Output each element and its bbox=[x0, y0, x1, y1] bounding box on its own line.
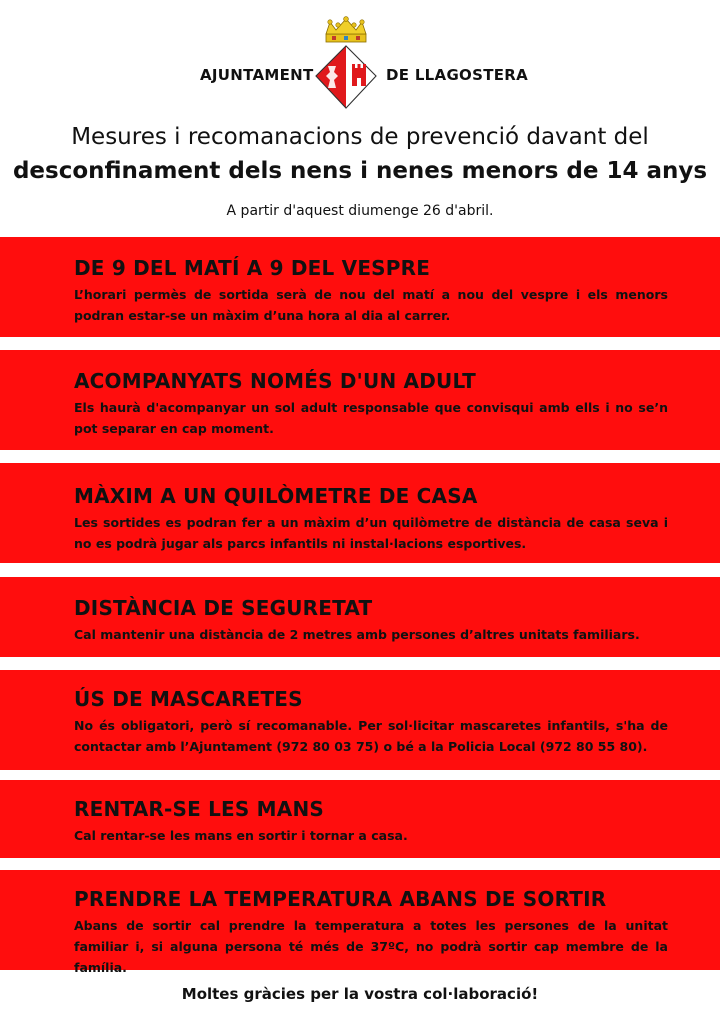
measure-band-safety-distance bbox=[0, 577, 720, 657]
measure-text: Els haurà d'acompanyar un sol adult responsable que convisqui amb ells i no se’n pot separar en cap moment. bbox=[74, 400, 668, 436]
measure-text: Abans de sortir cal prendre la temperatura a totes les persones de la unitat familiar i, si alguna persona té més de 37ºC, no podrà sortir cap membre de la família. bbox=[74, 918, 668, 975]
municipal-coat-of-arms-icon bbox=[314, 16, 378, 112]
measure-heading: MÀXIM A UN QUILÒMETRE DE CASA bbox=[74, 484, 478, 508]
measure-band-hand-washing bbox=[0, 780, 720, 858]
date-subtitle: A partir d'aquest diumenge 26 d'abril. bbox=[226, 203, 494, 219]
org-name-left: AJUNTAMENT bbox=[200, 66, 314, 84]
page-header bbox=[0, 0, 720, 118]
org-name-right: DE LLAGOSTERA bbox=[386, 66, 529, 84]
crown-icon bbox=[326, 17, 366, 42]
measure-text: L’horari permès de sortida serà de nou del matí a nou del vespre i els menors podran estar-se un màxim d’una hora al dia al carrer. bbox=[74, 287, 668, 323]
measure-band-schedule bbox=[0, 237, 720, 337]
shield-icon bbox=[316, 46, 376, 108]
page-title-line-1: Mesures i recomanacions de prevenció davant del bbox=[71, 124, 649, 150]
measure-band-distance-home bbox=[0, 463, 720, 563]
measure-text: Cal mantenir una distància de 2 metres amb persones d’altres unitats familiars. bbox=[74, 627, 640, 642]
measure-band-temperature bbox=[0, 870, 720, 975]
thank-you-footer: Moltes gràcies per la vostra col·laboració! bbox=[181, 985, 539, 1003]
measure-text: Les sortides es podran fer a un màxim d’un quilòmetre de distància de casa seva i no es podrà jugar als parcs infantils ni instal·lacions esportives. bbox=[74, 515, 668, 551]
measure-text: No és obligatori, però sí recomanable. Per sol·licitar mascaretes infantils, s'ha de contactar amb l’Ajuntament (972 80 03 75) o bé a la Policia Local (972 80 55 80). bbox=[74, 718, 668, 754]
measure-band-masks bbox=[0, 670, 720, 770]
measure-heading: ÚS DE MASCARETES bbox=[74, 687, 303, 711]
measure-heading: DISTÀNCIA DE SEGURETAT bbox=[74, 596, 373, 620]
measure-text: Cal rentar-se les mans en sortir i tornar a casa. bbox=[74, 828, 408, 843]
page-title-line-2: desconfinament dels nens i nenes menors de 14 anys bbox=[12, 158, 708, 184]
measure-heading: PRENDRE LA TEMPERATURA ABANS DE SORTIR bbox=[74, 887, 607, 911]
measure-band-adult bbox=[0, 350, 720, 450]
measure-heading: RENTAR-SE LES MANS bbox=[74, 797, 324, 821]
measure-heading: DE 9 DEL MATÍ A 9 DEL VESPRE bbox=[74, 256, 431, 280]
measure-heading: ACOMPANYATS NOMÉS D'UN ADULT bbox=[74, 369, 476, 393]
